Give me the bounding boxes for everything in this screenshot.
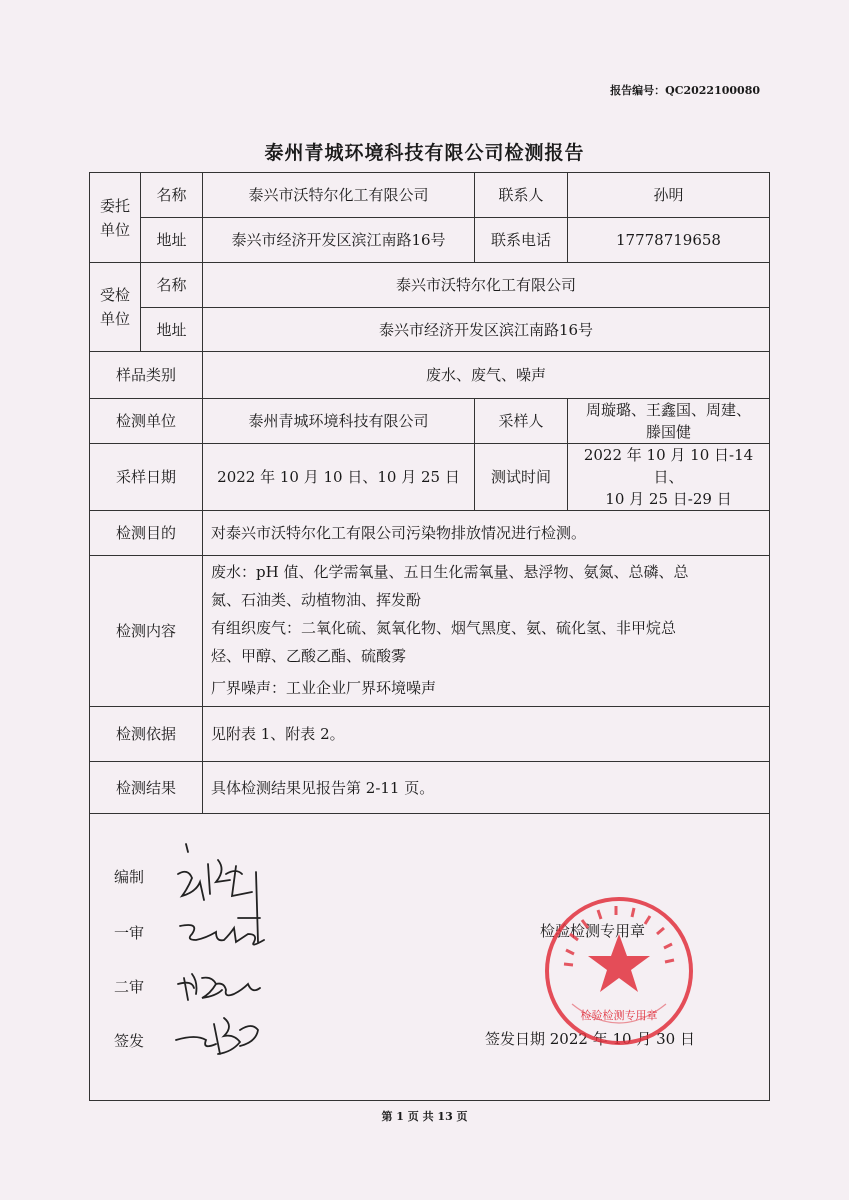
report-title: 泰州青城环境科技有限公司检测报告 bbox=[264, 142, 585, 164]
inspected-address-label: 地址 bbox=[141, 308, 203, 352]
company-seal bbox=[542, 894, 696, 1048]
page-footer: 第 1 页 共 13 页 bbox=[381, 1110, 468, 1123]
contact-label: 联系人 bbox=[475, 173, 568, 218]
issue-label: 签发 bbox=[114, 1032, 145, 1050]
sampler-value: 周璇璐、王鑫国、周建、 滕国健 bbox=[568, 399, 770, 444]
sampling-date-row bbox=[90, 444, 770, 511]
purpose-label: 检测目的 bbox=[90, 511, 203, 556]
result-label: 检测结果 bbox=[90, 762, 203, 814]
phone-label: 联系电话 bbox=[475, 218, 568, 263]
basis-label: 检测依据 bbox=[90, 707, 203, 762]
test-time-value: 2022 年 10 月 10 日-14 日、 10 月 25 日-29 日 bbox=[568, 444, 770, 511]
client-address-label: 地址 bbox=[141, 218, 203, 263]
basis-value: 见附表 1、附表 2。 bbox=[203, 707, 770, 762]
inspected-name-label: 名称 bbox=[141, 263, 203, 308]
sample-type-value: 废水、废气、噪声 bbox=[203, 352, 770, 399]
seal-text: 检验检测专用章 bbox=[580, 1009, 658, 1022]
report-table bbox=[89, 172, 770, 1101]
inspected-name: 泰兴市沃特尔化工有限公司 bbox=[203, 263, 770, 308]
sample-type-row bbox=[90, 352, 770, 399]
sampling-date-label: 采样日期 bbox=[90, 444, 203, 511]
content-value bbox=[203, 556, 770, 707]
sample-type-label: 样品类别 bbox=[90, 352, 203, 399]
client-name: 泰兴市沃特尔化工有限公司 bbox=[203, 173, 475, 218]
test-time-label: 测试时间 bbox=[475, 444, 568, 511]
test-unit-label: 检测单位 bbox=[90, 399, 203, 444]
purpose-value: 对泰兴市沃特尔化工有限公司污染物排放情况进行检测。 bbox=[203, 511, 770, 556]
client-name-row bbox=[90, 173, 770, 218]
compiled-label: 编制 bbox=[114, 868, 145, 886]
inspected-group-label: 受检单位 bbox=[90, 263, 141, 352]
inspected-name-row bbox=[90, 263, 770, 308]
review1-label: 一审 bbox=[114, 924, 145, 942]
inspected-address: 泰兴市经济开发区滨江南路16号 bbox=[203, 308, 770, 352]
inspected-address-row bbox=[90, 308, 770, 352]
report-number: 报告编号：QC2022100080 bbox=[610, 84, 760, 97]
content-line: 废水：pH 值、化学需氧量、五日生化需氧量、悬浮物、氨氮、总磷、总 bbox=[211, 563, 689, 581]
content-line: 有组织废气：二氧化硫、氮氧化物、烟气黑度、氨、硫化氢、非甲烷总 bbox=[211, 619, 677, 637]
signature-row bbox=[90, 814, 770, 1101]
client-address: 泰兴市经济开发区滨江南路16号 bbox=[203, 218, 475, 263]
content-line: 烃、甲醇、乙酸乙酯、硫酸雾 bbox=[211, 647, 407, 665]
stamp-label: 检验检测专用章 bbox=[540, 922, 646, 940]
purpose-row bbox=[90, 511, 770, 556]
content-label: 检测内容 bbox=[90, 556, 203, 707]
contact-value: 孙明 bbox=[568, 173, 770, 218]
phone-value: 17778719658 bbox=[568, 218, 770, 263]
sampler-label: 采样人 bbox=[475, 399, 568, 444]
client-group-label: 委托单位 bbox=[90, 173, 141, 263]
test-unit-value: 泰州青城环境科技有限公司 bbox=[203, 399, 475, 444]
client-address-row bbox=[90, 218, 770, 263]
result-value: 具体检测结果见报告第 2-11 页。 bbox=[203, 762, 770, 814]
handwritten-signatures bbox=[158, 826, 278, 1076]
review2-label: 二审 bbox=[114, 978, 145, 996]
client-name-label: 名称 bbox=[141, 173, 203, 218]
content-line: 厂界噪声：工业企业厂界环境噪声 bbox=[211, 679, 437, 697]
content-row bbox=[90, 556, 770, 707]
sampling-date-value: 2022 年 10 月 10 日、10 月 25 日 bbox=[203, 444, 475, 511]
test-unit-row bbox=[90, 399, 770, 444]
basis-row bbox=[90, 707, 770, 762]
content-line: 氮、石油类、动植物油、挥发酚 bbox=[211, 591, 422, 609]
result-row bbox=[90, 762, 770, 814]
signature-area bbox=[90, 814, 770, 1101]
issue-date: 签发日期 2022 年 10 月 30 日 bbox=[485, 1030, 695, 1048]
